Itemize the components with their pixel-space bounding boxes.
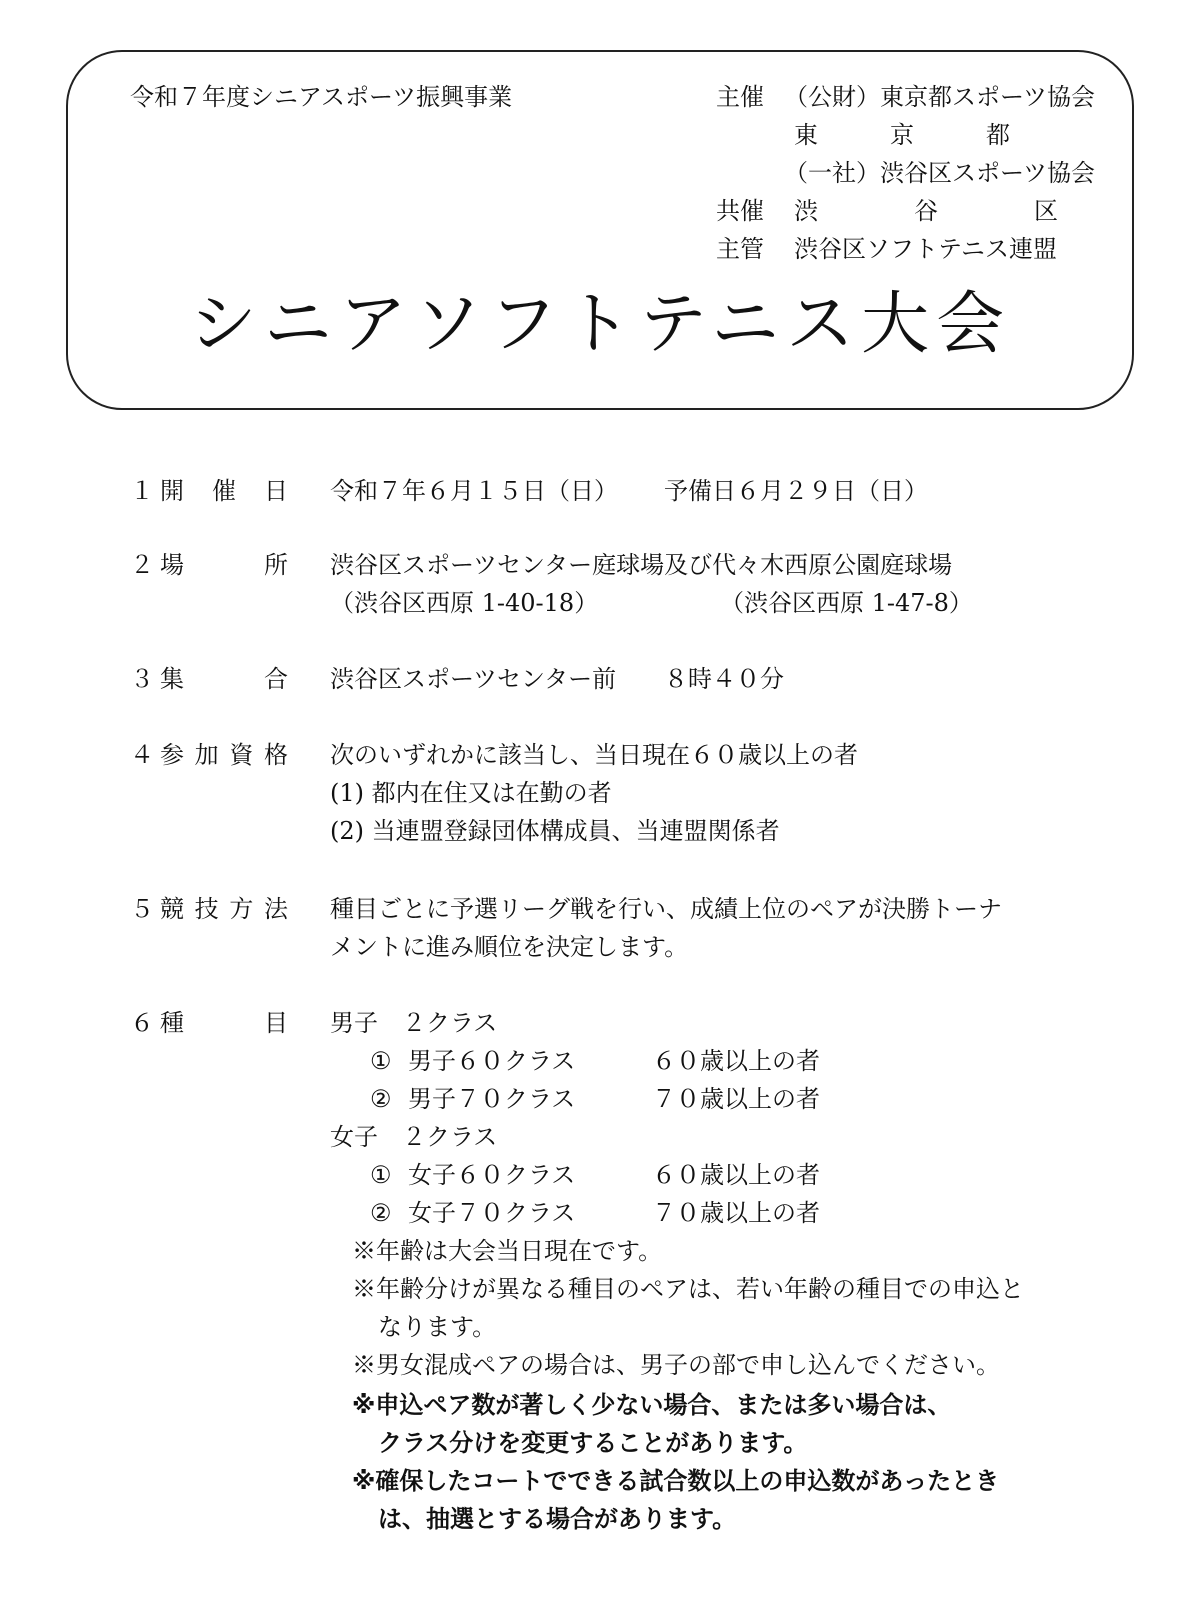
- section-number: ３: [130, 665, 154, 693]
- section-label-method: 競 技 方 法: [160, 895, 288, 923]
- page-title: シニアソフトテニス大会: [188, 285, 1012, 364]
- class-mark: ①: [370, 1161, 392, 1189]
- class-condition: ６０歳以上の者: [652, 1161, 820, 1189]
- organizer-role-cohost: 共催: [716, 197, 764, 225]
- section-label-venue: 場 所: [160, 551, 288, 579]
- section-number: ６: [130, 1009, 154, 1037]
- organizer-host-2: 東 京 都: [794, 121, 1010, 149]
- organizer-cohost: 渋 谷 区: [794, 197, 1058, 225]
- assembly-time: ８時４０分: [664, 665, 784, 693]
- class-mark: ②: [370, 1199, 392, 1227]
- section-number: ２: [130, 551, 154, 579]
- class-name: 男子７０クラス: [408, 1085, 576, 1113]
- men-heading: 男子 ２クラス: [330, 1009, 498, 1037]
- class-name: 女子７０クラス: [408, 1199, 576, 1227]
- eligibility-item: (1) 都内在住又は在勤の者: [330, 779, 612, 807]
- note: ※年齢分けが異なる種目のペアは、若い年齢の種目での申込と: [352, 1275, 1024, 1303]
- reserve-date: 予備日６月２９日（日）: [664, 477, 928, 505]
- section-label-events: 種 目: [160, 1009, 288, 1037]
- organizer-host-3: （一社）渋谷区スポーツ協会: [784, 159, 1096, 187]
- venue-name: 渋谷区スポーツセンター庭球場及び代々木西原公園庭球場: [330, 551, 953, 579]
- class-mark: ②: [370, 1085, 392, 1113]
- women-heading: 女子 ２クラス: [330, 1123, 498, 1151]
- class-mark: ①: [370, 1047, 392, 1075]
- bold-note: ※申込ペア数が著しく少ない場合、または多い場合は、: [352, 1391, 952, 1419]
- organizer-role-manager: 主管: [716, 235, 764, 263]
- organizer-manager: 渋谷区ソフトテニス連盟: [794, 235, 1058, 263]
- bold-note: は、抽選とする場合があります。: [378, 1505, 737, 1533]
- event-date: 令和７年６月１５日（日）: [330, 477, 618, 505]
- program-name: 令和７年度シニアスポーツ振興事業: [130, 83, 513, 111]
- bold-note: ※確保したコートでできる試合数以上の申込数があったとき: [352, 1467, 1000, 1495]
- class-name: 男子６０クラス: [408, 1047, 576, 1075]
- class-condition: ７０歳以上の者: [652, 1199, 820, 1227]
- section-number: １: [130, 477, 154, 505]
- section-label-date: 開 催 日: [160, 477, 288, 505]
- venue-address-2: （渋谷区西原 1-47-8）: [720, 589, 973, 617]
- section-label-assembly: 集 合: [160, 665, 288, 693]
- class-condition: ７０歳以上の者: [652, 1085, 820, 1113]
- note: ※男女混成ペアの場合は、男子の部で申し込んでください。: [352, 1351, 1000, 1379]
- eligibility-lead: 次のいずれかに該当し、当日現在６０歳以上の者: [330, 741, 858, 769]
- eligibility-item: (2) 当連盟登録団体構成員、当連盟関係者: [330, 817, 780, 845]
- note: なります。: [378, 1313, 497, 1341]
- bold-note: クラス分けを変更することがあります。: [378, 1429, 808, 1457]
- method-text-2: メントに進み順位を決定します。: [330, 933, 689, 961]
- class-condition: ６０歳以上の者: [652, 1047, 820, 1075]
- section-label-eligibility: 参 加 資 格: [160, 741, 288, 769]
- section-number: ４: [130, 741, 154, 769]
- venue-address-1: （渋谷区西原 1-40-18）: [330, 589, 599, 617]
- method-text-1: 種目ごとに予選リーグ戦を行い、成績上位のペアが決勝トーナ: [330, 895, 1002, 923]
- organizer-role-host: 主催: [716, 83, 764, 111]
- section-number: ５: [130, 895, 154, 923]
- organizer-host-1: （公財）東京都スポーツ協会: [784, 83, 1096, 111]
- class-name: 女子６０クラス: [408, 1161, 576, 1189]
- assembly-place: 渋谷区スポーツセンター前: [330, 665, 617, 693]
- note: ※年齢は大会当日現在です。: [352, 1237, 663, 1265]
